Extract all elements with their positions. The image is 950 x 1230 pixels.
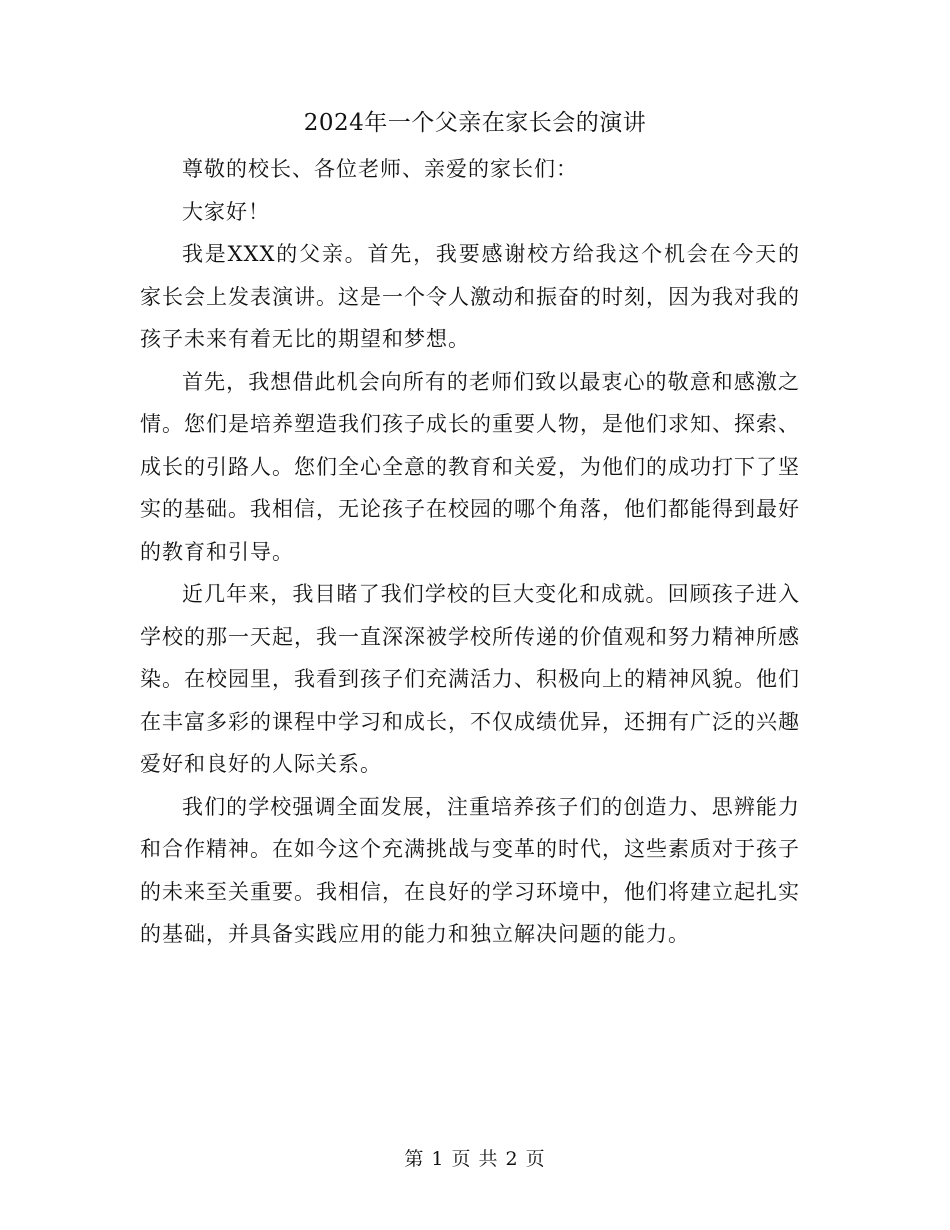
document-title: 2024年一个父亲在家长会的演讲 — [303, 110, 647, 136]
greeting: 大家好！ — [182, 199, 270, 224]
paragraph: 近几年来，我目睹了我们学校的巨大变化和成就。回顾孩子进入学校的那一天起，我一直深深被学校所传递的价值观和努力精神所感染。在校园里，我看到孩子们充满活力、积极向上的精神风貌。他们在丰富多彩的课程中学习和成长，不仅成绩优异，还拥有广泛的兴趣爱好和良好的人际关系。 — [140, 582, 800, 776]
paragraph: 我们的学校强调全面发展，注重培养孩子们的创造力、思辨能力和合作精神。在如今这个充满挑战与变革的时代，这些素质对于孩子的未来至关重要。我相信，在良好的学习环境中，他们将建立起扎实的基础，并具备实践应用的能力和独立解决问题的能力。 — [140, 794, 800, 946]
salutation: 尊敬的校长、各位老师、亲爱的家长们： — [182, 157, 578, 181]
page-number-footer: 第 1 页 共 2 页 — [404, 1148, 546, 1170]
paragraph: 首先，我想借此机会向所有的老师们致以最衷心的敬意和感激之情。您们是培养塑造我们孩子成长的重要人物，是他们求知、探索、成长的引路人。您们全心全意的教育和关爱，为他们的成功打下了坚实的基础。我相信，无论孩子在校园的哪个角落，他们都能得到最好的教育和引导。 — [140, 369, 800, 564]
paragraph: 我是XXX的父亲。首先，我要感谢校方给我这个机会在今天的家长会上发表演讲。这是一个令人激动和振奋的时刻，因为我对我的孩子未来有着无比的期望和梦想。 — [140, 242, 800, 351]
document-body — [140, 148, 800, 956]
